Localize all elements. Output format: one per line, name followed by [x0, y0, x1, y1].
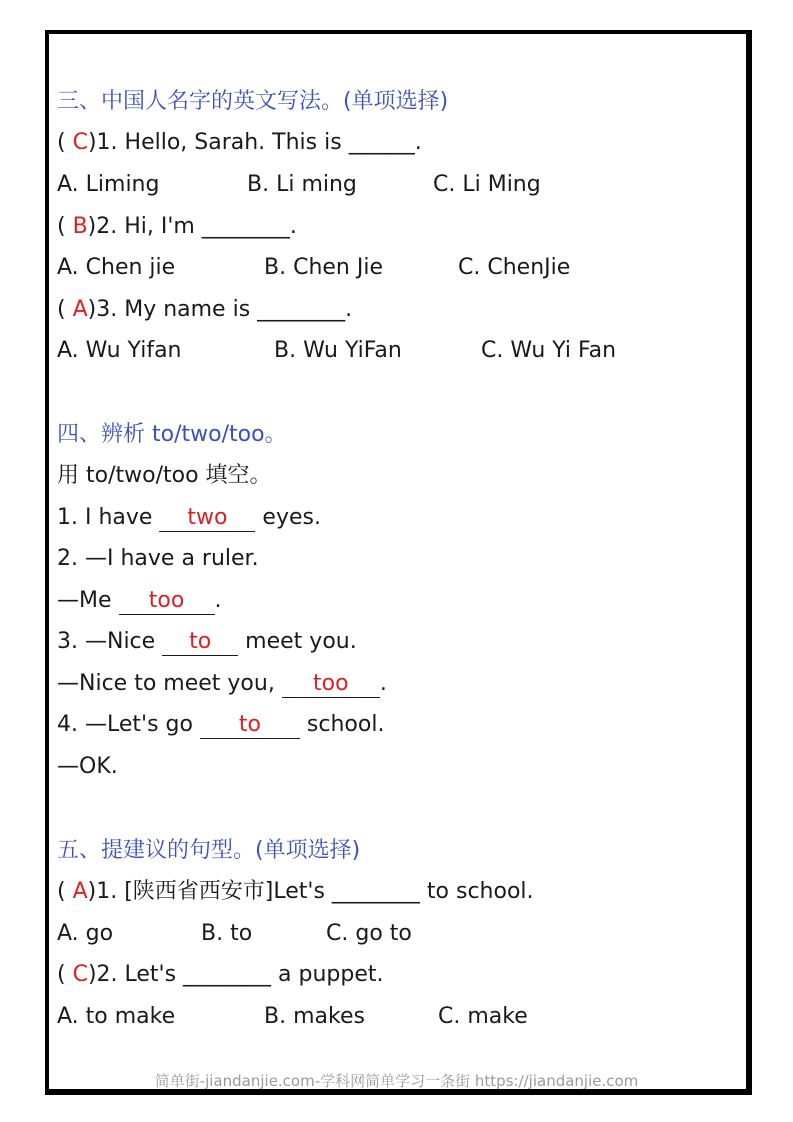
- answer-blank: too: [282, 671, 380, 698]
- option-b: B. Li ming: [247, 172, 357, 197]
- s5-q2-text: )2. Let's ________ a puppet.: [87, 962, 384, 987]
- s5-q1-answer: A: [72, 879, 88, 904]
- s4-item-1: 1. I have two eyes.: [57, 505, 321, 530]
- s4-item-4-reply: —OK.: [57, 754, 118, 779]
- answer-blank: too: [119, 588, 215, 615]
- s3-q1: ( C)1. Hello, Sarah. This is ______.: [57, 130, 422, 155]
- s4-item-2: 2. —I have a ruler.: [57, 546, 259, 571]
- answer-blank: to: [162, 629, 238, 656]
- option-c: C. Li Ming: [433, 172, 541, 197]
- s5-q1-options: [57, 914, 737, 954]
- option-a: A. Liming: [57, 172, 160, 197]
- s3-q2-answer: B: [72, 214, 88, 239]
- s3-q3-answer: A: [72, 297, 88, 322]
- option-b: B. Wu YiFan: [274, 338, 402, 363]
- option-c: C. make: [438, 1004, 528, 1029]
- option-b: B. to: [201, 921, 253, 946]
- s3-q1-text: )1. Hello, Sarah. This is ______.: [87, 130, 422, 155]
- s5-q2-options: [57, 997, 737, 1037]
- s4-item-3: 3. —Nice to meet you.: [57, 629, 357, 654]
- footer-watermark: 简单街-jiandanjie.com-学科网简单学习一条街 https://jiandanjie.com: [154, 1072, 639, 1090]
- s5-q1: ( A)1. [陕西省西安市]Let's ________ to school.: [57, 879, 534, 904]
- option-a: A. to make: [57, 1004, 176, 1029]
- option-c: C. ChenJie: [458, 255, 571, 280]
- section-5-heading: 五、提建议的句型。(单项选择): [57, 838, 361, 863]
- section-3-heading: 三、中国人名字的英文写法。(单项选择): [57, 89, 449, 114]
- option-c: C. Wu Yi Fan: [481, 338, 617, 363]
- option-a: A. Wu Yifan: [57, 338, 182, 363]
- answer-blank: to: [200, 712, 300, 739]
- s4-instruction: 用 to/two/too 填空。: [57, 463, 272, 488]
- s3-q1-answer: C: [72, 130, 88, 155]
- s5-q1-text: )1. [陕西省西安市]Let's ________ to school.: [87, 879, 534, 904]
- s3-q2-text: )2. Hi, I'm ________.: [87, 214, 297, 239]
- answer-blank: two: [159, 505, 255, 532]
- s3-q2: ( B)2. Hi, I'm ________.: [57, 214, 297, 239]
- option-b: B. Chen Jie: [264, 255, 383, 280]
- s3-q3: ( A)3. My name is ________.: [57, 297, 353, 322]
- option-b: B. makes: [264, 1004, 365, 1029]
- s5-q2: ( C)2. Let's ________ a puppet.: [57, 962, 384, 987]
- s3-q1-options: [57, 165, 737, 205]
- s3-q2-options: [57, 248, 737, 288]
- s4-item-3-reply: —Nice to meet you, too .: [57, 671, 387, 696]
- option-c: C. go to: [326, 921, 412, 946]
- s4-item-2-reply: —Me too .: [57, 588, 222, 613]
- section-4-heading: 四、辨析 to/two/too。: [57, 422, 287, 447]
- s3-q3-options: [57, 331, 737, 371]
- s4-item-4: 4. —Let's go to school.: [57, 712, 385, 737]
- option-a: A. go: [57, 921, 114, 946]
- s5-q2-answer: C: [72, 962, 88, 987]
- option-a: A. Chen jie: [57, 255, 176, 280]
- s3-q3-text: )3. My name is ________.: [87, 297, 353, 322]
